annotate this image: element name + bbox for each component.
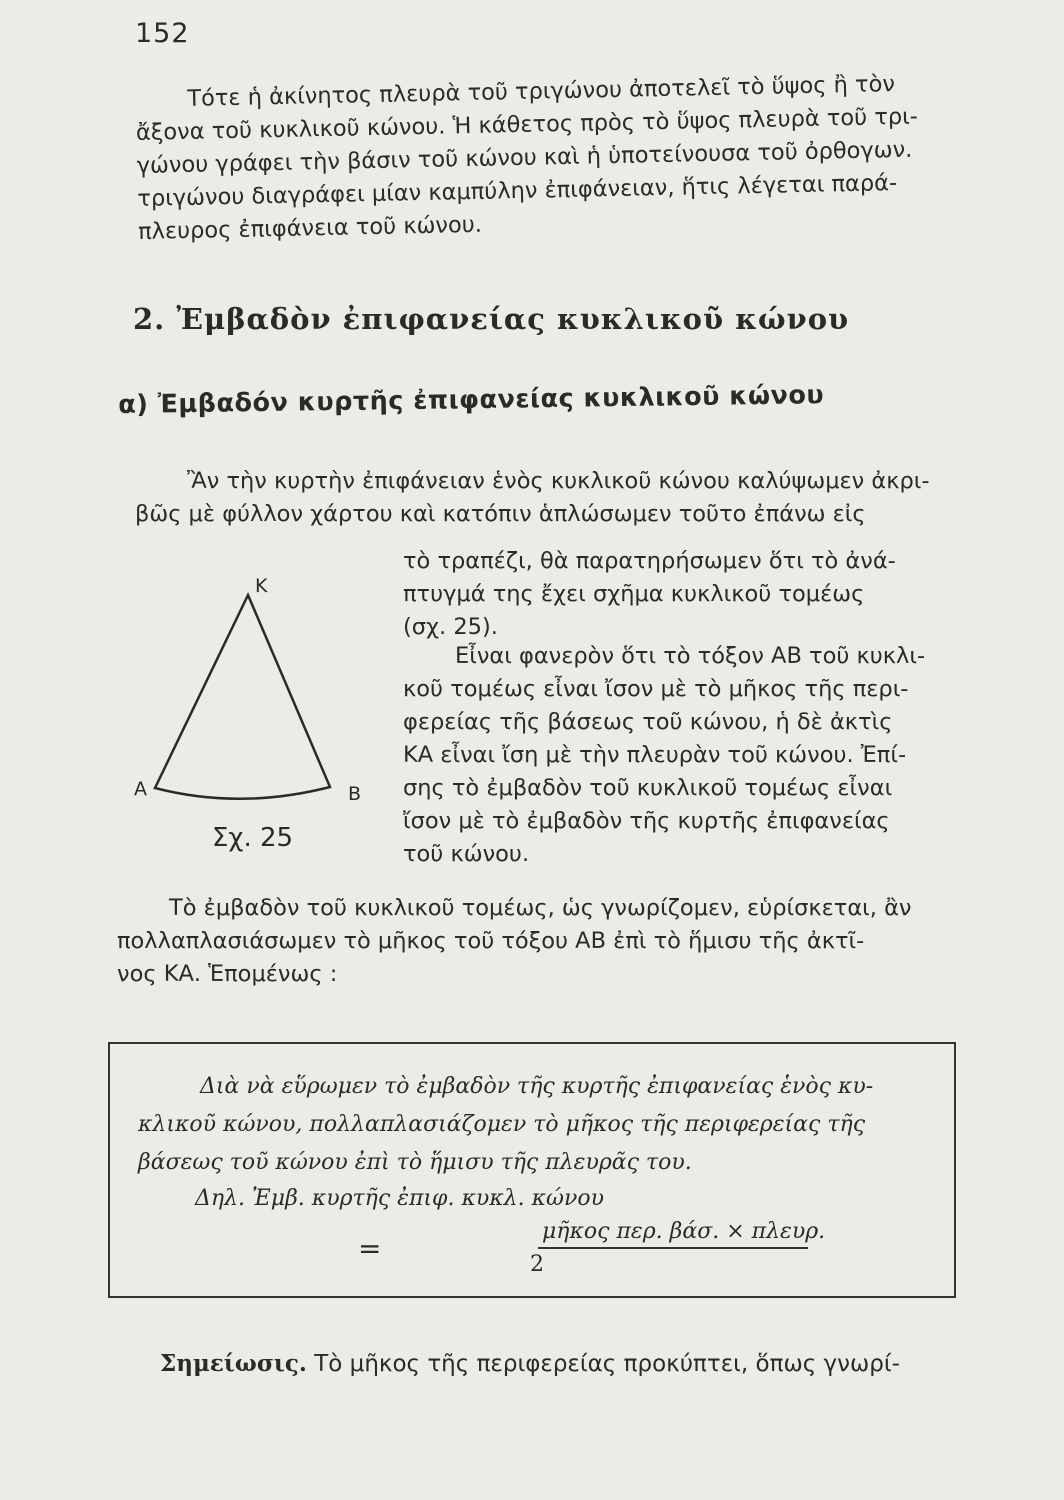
text-line: τοῦ κώνου. xyxy=(403,841,530,867)
text-line: (σχ. 25). xyxy=(403,614,498,640)
rule-box xyxy=(108,1042,956,1298)
figure-caption: Σχ. 25 xyxy=(212,823,294,853)
formula-label: Δηλ. Ἐμβ. κυρτῆς ἐπιφ. κυκλ. κώνου xyxy=(195,1186,604,1211)
rule-line: κλικοῦ κώνου, πολλαπλασιάζομεν τὸ μῆκος τῆς περιφερείας τῆς xyxy=(138,1112,866,1137)
text-line: κοῦ τομέως εἶναι ἴσον μὲ τὸ μῆκος τῆς περι- xyxy=(403,676,909,702)
rule-line: βάσεως τοῦ κώνου ἐπὶ τὸ ἥμισυ τῆς πλευρᾶς του. xyxy=(138,1150,692,1175)
text-line: τριγώνου διαγράφει μίαν καμπύλην ἐπιφάνειαν, ἥτις λέγεται παρά- xyxy=(137,170,898,212)
paragraph-area xyxy=(117,892,972,991)
note-text: Τὸ μῆκος τῆς περιφερείας προκύπτει, ὅπως γνωρί- xyxy=(314,1351,900,1377)
text-line: πτυγμά της ἔχει σχῆμα κυκλικοῦ τομέως xyxy=(403,581,865,607)
text-line: βῶς μὲ φύλλον χάρτου καὶ κατόπιν ἁπλώσωμεν τοῦτο ἐπάνω εἰς xyxy=(135,501,866,527)
text-line: τὸ τραπέζι, θὰ παρατηρήσωμεν ὅτι τὸ ἀνά- xyxy=(403,548,896,574)
formula-numerator: μῆκος περ. βάσ. × πλευρ. xyxy=(542,1219,826,1244)
text-line: ἴσον μὲ τὸ ἐμβαδὸν τῆς κυρτῆς ἐπιφανείας xyxy=(403,808,890,834)
text-line: γώνου γράφει τὴν βάσιν τοῦ κώνου καὶ ἡ ὑποτείνουσα τοῦ ὀρθογων. xyxy=(136,136,913,179)
text-line: πλευρος ἐπιφάνεια τοῦ κώνου. xyxy=(137,211,483,245)
vertex-label-b: Β xyxy=(348,783,362,805)
sector-diagram xyxy=(120,565,400,815)
rule-line: Διὰ νὰ εὕρωμεν τὸ ἐμβαδὸν τῆς κυρτῆς ἐπιφανείας ἑνὸς κυ- xyxy=(200,1074,874,1099)
formula-denominator: 2 xyxy=(530,1252,544,1277)
paragraph-cover xyxy=(135,465,975,531)
intro-paragraph xyxy=(135,66,978,249)
text-line: Εἶναι φανερὸν ὅτι τὸ τόξον ΑΒ τοῦ κυκλι- xyxy=(455,643,926,669)
text-line: Τότε ἡ ἀκίνητος πλευρὰ τοῦ τριγώνου ἀποτελεῖ τὸ ὕψος ἢ τὸν xyxy=(187,71,896,112)
text-line: Τὸ ἐμβαδὸν τοῦ κυκλικοῦ τομέως, ὡς γνωρίζομεν, εὑρίσκεται, ἂν xyxy=(169,895,912,921)
vertex-label-k: Κ xyxy=(255,575,268,597)
paragraph-side-1 xyxy=(403,545,973,644)
formula-equals: = xyxy=(358,1232,382,1265)
vertex-label-a: Α xyxy=(134,778,147,800)
text-line: φερείας τῆς βάσεως τοῦ κώνου, ἡ δὲ ἀκτὶς xyxy=(403,709,893,735)
page-number: 152 xyxy=(135,18,190,49)
paragraph-side-2 xyxy=(403,640,973,871)
text-line: ἄξονα τοῦ κυκλικοῦ κώνου. Ἡ κάθετος πρὸς τὸ ὕψος πλευρὰ τοῦ τρι- xyxy=(135,103,919,146)
text-line: ΚΑ εἶναι ἴση μὲ τὴν πλευρὰν τοῦ κώνου. Ἐπί- xyxy=(403,742,907,768)
section-heading: 2. Ἐμβαδὸν ἐπιφανείας κυκλικοῦ κώνου xyxy=(133,302,850,336)
sector-shape xyxy=(155,595,330,799)
note xyxy=(160,1350,900,1377)
subsection-heading: α) Ἐμβαδόν κυρτῆς ἐπιφανείας κυκλικοῦ κώνου xyxy=(118,380,825,420)
text-line: Ἂν τὴν κυρτὴν ἐπιφάνειαν ἑνὸς κυκλικοῦ κώνου καλύψωμεν ἀκρι- xyxy=(187,468,930,494)
fraction-bar xyxy=(538,1247,808,1249)
text-line: σης τὸ ἐμβαδὸν τοῦ κυκλικοῦ τομέως εἶναι xyxy=(403,775,893,801)
note-label: Σημείωσις. xyxy=(160,1350,307,1377)
text-line: πολλαπλασιάσωμεν τὸ μῆκος τοῦ τόξου ΑΒ ἐπὶ τὸ ἥμισυ τῆς ἀκτῖ- xyxy=(117,928,865,954)
sector-figure xyxy=(120,565,400,865)
text-line: νος ΚΑ. Ἑπομένως : xyxy=(117,961,338,987)
